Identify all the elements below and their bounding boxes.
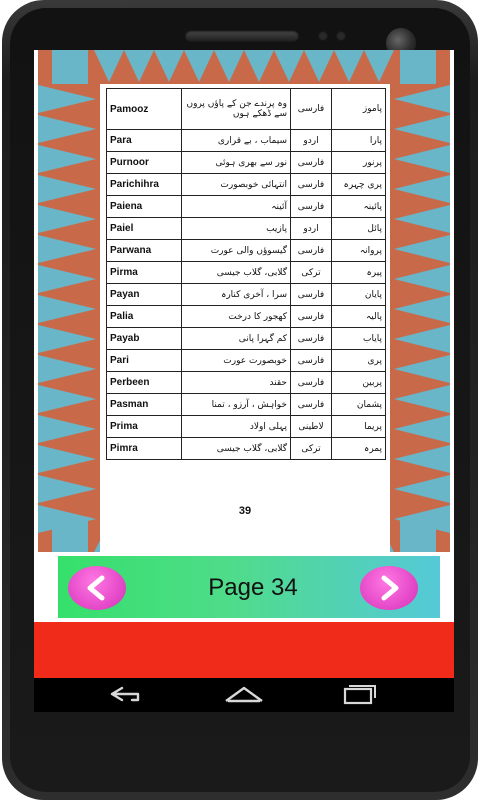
language-cell: فارسی bbox=[291, 240, 332, 262]
recents-icon bbox=[329, 678, 389, 712]
meaning-cell: آئینہ bbox=[182, 196, 291, 218]
language-cell: فارسی bbox=[291, 306, 332, 328]
english-name-cell: Payab bbox=[107, 328, 182, 350]
urdu-name-cell: پایاب bbox=[332, 328, 386, 350]
border-edge bbox=[450, 50, 454, 552]
english-name-cell: Payan bbox=[107, 284, 182, 306]
meaning-cell: گلابی، گلاب جیسی bbox=[182, 438, 291, 460]
table-row bbox=[107, 284, 386, 306]
urdu-name-cell: پرنور bbox=[332, 152, 386, 174]
language-cell: فارسی bbox=[291, 89, 332, 130]
urdu-name-cell: پروانہ bbox=[332, 240, 386, 262]
language-cell: فارسی bbox=[291, 394, 332, 416]
meaning-cell: پازیب bbox=[182, 218, 291, 240]
english-name-cell: Pirma bbox=[107, 262, 182, 284]
urdu-name-cell: پائینہ bbox=[332, 196, 386, 218]
meaning-cell: سیماب ، بے قراری bbox=[182, 130, 291, 152]
recents-button[interactable] bbox=[329, 678, 389, 712]
table-row bbox=[107, 218, 386, 240]
meaning-cell: نور سے بھری ہوئی bbox=[182, 152, 291, 174]
meaning-cell: خوبصورت عورت bbox=[182, 350, 291, 372]
page-label: Page 34 bbox=[208, 574, 298, 601]
table-row bbox=[107, 89, 386, 130]
table-row bbox=[107, 174, 386, 196]
english-name-cell: Parichihra bbox=[107, 174, 182, 196]
english-name-cell: Paiel bbox=[107, 218, 182, 240]
language-cell: فارسی bbox=[291, 174, 332, 196]
corner-square bbox=[52, 50, 88, 84]
english-name-cell: Pimra bbox=[107, 438, 182, 460]
table-row bbox=[107, 306, 386, 328]
language-cell: ترکی bbox=[291, 438, 332, 460]
english-name-cell: Pasman bbox=[107, 394, 182, 416]
urdu-name-cell: پارا bbox=[332, 130, 386, 152]
table-row bbox=[107, 262, 386, 284]
english-name-cell: Prima bbox=[107, 416, 182, 438]
meaning-cell: کھجور کا درخت bbox=[182, 306, 291, 328]
sensor-icon bbox=[318, 31, 328, 41]
urdu-name-cell: پایان bbox=[332, 284, 386, 306]
back-button[interactable] bbox=[94, 678, 154, 712]
language-cell: فارسی bbox=[291, 328, 332, 350]
urdu-name-cell: پری چہرہ bbox=[332, 174, 386, 196]
system-navigation-bar bbox=[34, 678, 454, 712]
next-page-button[interactable] bbox=[360, 566, 418, 610]
previous-page-button[interactable] bbox=[68, 566, 126, 610]
language-cell: اردو bbox=[291, 130, 332, 152]
names-table bbox=[106, 88, 386, 460]
home-button[interactable] bbox=[214, 678, 274, 712]
book-page bbox=[100, 84, 390, 572]
urdu-name-cell: پیرہ bbox=[332, 262, 386, 284]
meaning-cell: سرا ، آخری کنارہ bbox=[182, 284, 291, 306]
meaning-cell: انتہائی خوبصورت bbox=[182, 174, 291, 196]
table-row bbox=[107, 416, 386, 438]
meaning-cell: حقند bbox=[182, 372, 291, 394]
table-row bbox=[107, 328, 386, 350]
language-cell: اردو bbox=[291, 218, 332, 240]
table-row bbox=[107, 240, 386, 262]
app-screen bbox=[34, 50, 454, 712]
urdu-name-cell: پریما bbox=[332, 416, 386, 438]
english-name-cell: Paiena bbox=[107, 196, 182, 218]
english-name-cell: Purnoor bbox=[107, 152, 182, 174]
english-name-cell: Pamooz bbox=[107, 89, 182, 130]
meaning-cell: پہلی اولاد bbox=[182, 416, 291, 438]
table-row bbox=[107, 372, 386, 394]
earpiece-speaker bbox=[185, 30, 299, 42]
meaning-cell: خواہش ، آرزو ، تمنا bbox=[182, 394, 291, 416]
home-icon bbox=[214, 678, 274, 712]
language-cell: فارسی bbox=[291, 372, 332, 394]
english-name-cell: Para bbox=[107, 130, 182, 152]
meaning-cell: کم گہرا پانی bbox=[182, 328, 291, 350]
english-name-cell: Palia bbox=[107, 306, 182, 328]
urdu-name-cell: پائل bbox=[332, 218, 386, 240]
urdu-name-cell: پری bbox=[332, 350, 386, 372]
language-cell: فارسی bbox=[291, 196, 332, 218]
urdu-name-cell: پالیہ bbox=[332, 306, 386, 328]
table-row bbox=[107, 130, 386, 152]
english-name-cell: Pari bbox=[107, 350, 182, 372]
ad-banner[interactable] bbox=[34, 622, 454, 678]
language-cell: لاطینی bbox=[291, 416, 332, 438]
urdu-name-cell: پشمان bbox=[332, 394, 386, 416]
meaning-cell: وہ پرندے جن کے پاؤں پروں سے ڈھکے ہوں bbox=[182, 89, 291, 130]
urdu-name-cell: پربین bbox=[332, 372, 386, 394]
meaning-cell: گلابی، گلاب جیسی bbox=[182, 262, 291, 284]
chevron-left-icon bbox=[68, 566, 126, 610]
language-cell: فارسی bbox=[291, 152, 332, 174]
table-row bbox=[107, 196, 386, 218]
table-row bbox=[107, 350, 386, 372]
sensor-icon bbox=[336, 31, 346, 41]
table-row bbox=[107, 152, 386, 174]
meaning-cell: گیسوؤں والی عورت bbox=[182, 240, 291, 262]
page-navigation-bar bbox=[58, 556, 440, 618]
english-name-cell: Perbeen bbox=[107, 372, 182, 394]
back-arrow-icon bbox=[94, 678, 154, 712]
urdu-name-cell: پاموز bbox=[332, 89, 386, 130]
chevron-right-icon bbox=[360, 566, 418, 610]
urdu-name-cell: پمرہ bbox=[332, 438, 386, 460]
corner-square bbox=[400, 50, 436, 84]
printed-page-number: 39 bbox=[238, 505, 252, 517]
border-edge bbox=[34, 50, 38, 552]
table-row bbox=[107, 394, 386, 416]
english-name-cell: Parwana bbox=[107, 240, 182, 262]
language-cell: ترکی bbox=[291, 262, 332, 284]
language-cell: فارسی bbox=[291, 284, 332, 306]
language-cell: فارسی bbox=[291, 350, 332, 372]
table-row bbox=[107, 438, 386, 460]
